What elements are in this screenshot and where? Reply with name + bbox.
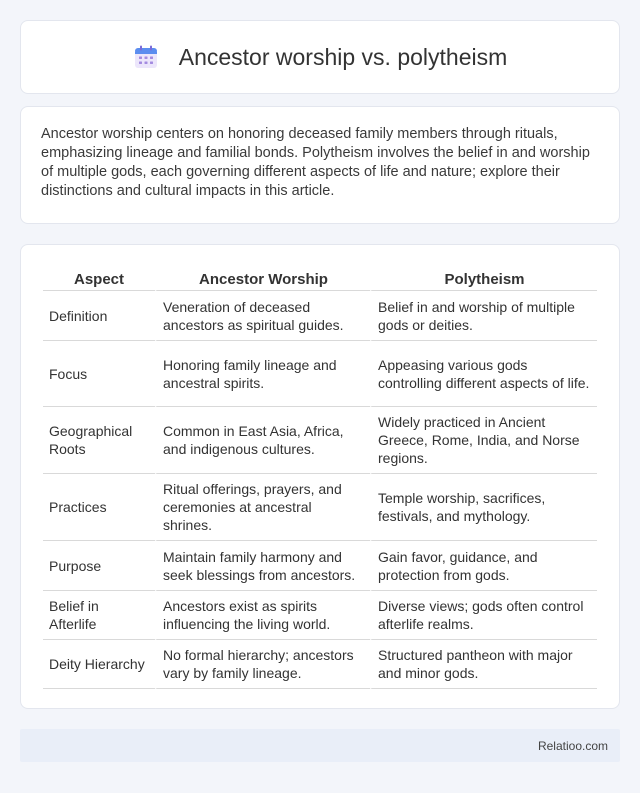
header-ancestor-worship: Ancestor Worship <box>155 265 370 291</box>
row-ancestor-worship: Common in East Asia, Africa, and indigenous cultures. <box>155 407 370 474</box>
comparison-table-card <box>20 244 620 709</box>
row-aspect: Practices <box>43 474 155 541</box>
row-ancestor-worship: No formal hierarchy; ancestors vary by family lineage. <box>155 640 370 689</box>
row-polytheism: Diverse views; gods often control afterlife realms. <box>370 591 597 640</box>
row-polytheism: Temple worship, sacrifices, festivals, and mythology. <box>370 474 597 541</box>
page-title: Ancestor worship vs. polytheism <box>178 43 508 70</box>
row-ancestor-worship: Veneration of deceased ancestors as spiritual guides. <box>155 291 370 341</box>
table-row <box>43 541 597 591</box>
row-polytheism: Gain favor, guidance, and protection from gods. <box>370 541 597 591</box>
row-ancestor-worship: Ritual offerings, prayers, and ceremonies at ancestral shrines. <box>155 474 370 541</box>
footer <box>20 729 620 762</box>
table-row <box>43 341 597 407</box>
header-polytheism: Polytheism <box>370 265 597 291</box>
table-row <box>43 474 597 541</box>
row-polytheism: Structured pantheon with major and minor gods. <box>370 640 597 689</box>
row-ancestor-worship: Honoring family lineage and ancestral spirits. <box>155 341 370 407</box>
row-aspect: Belief in Afterlife <box>43 591 155 640</box>
row-ancestor-worship: Ancestors exist as spirits influencing the living world. <box>155 591 370 640</box>
table-row <box>43 407 597 474</box>
intro-card <box>20 106 620 224</box>
calendar-icon <box>133 44 159 70</box>
row-polytheism: Belief in and worship of multiple gods or deities. <box>370 291 597 341</box>
row-aspect: Deity Hierarchy <box>43 640 155 689</box>
row-aspect: Focus <box>43 341 155 407</box>
row-polytheism: Widely practiced in Ancient Greece, Rome, India, and Norse regions. <box>370 407 597 474</box>
comparison-table <box>43 265 597 689</box>
table-header-row <box>43 265 597 291</box>
table-row <box>43 291 597 341</box>
row-polytheism: Appeasing various gods controlling different aspects of life. <box>370 341 597 407</box>
row-aspect: Purpose <box>43 541 155 591</box>
row-ancestor-worship: Maintain family harmony and seek blessings from ancestors. <box>155 541 370 591</box>
table-row <box>43 640 597 689</box>
header-aspect: Aspect <box>43 265 155 291</box>
footer-brand: Relatioo.com <box>537 739 608 753</box>
intro-text: Ancestor worship centers on honoring deceased family members through rituals, emphasizing lineage and familial bonds. Polytheism involves the belief in and worship of multiple gods, each governing different aspects of life and nature; explore their distinctions and cultural impacts in this article. <box>41 126 590 199</box>
row-aspect: Geographical Roots <box>43 407 155 474</box>
row-aspect: Definition <box>43 291 155 341</box>
title-card <box>20 20 620 94</box>
table-row <box>43 591 597 640</box>
